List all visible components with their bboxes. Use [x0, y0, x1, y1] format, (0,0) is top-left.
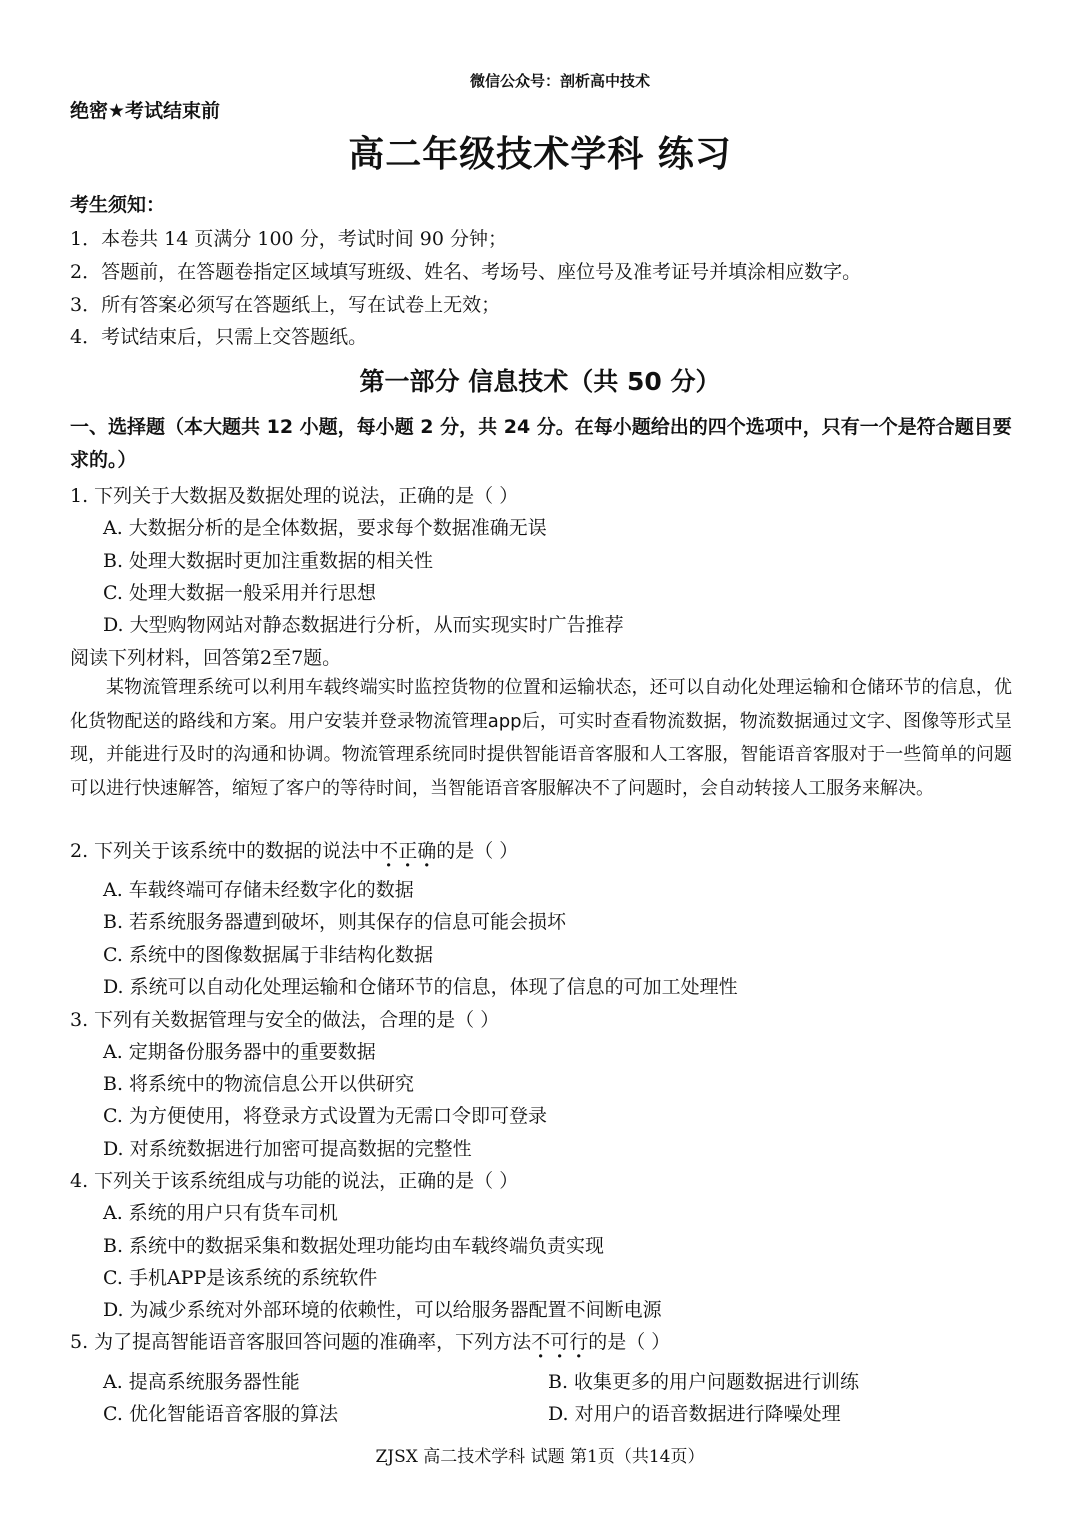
question-2-stem-end: 的是（ ） [436, 840, 519, 862]
question-5-option-d: D. 对用户的语音数据进行降噪处理 [548, 1403, 841, 1425]
confidential-label: 绝密★考试结束前 [70, 100, 221, 122]
question-3-option-a: A. 定期备份服务器中的重要数据 [103, 1041, 376, 1063]
question-5-option-a: A. 提高系统服务器性能 [103, 1371, 300, 1393]
question-2-stem-text: 2. 下列关于该系统中的数据的说法中 [70, 840, 380, 862]
question-4-option-a: A. 系统的用户只有货车司机 [103, 1202, 338, 1224]
watermark: 微信公众号：剖析高中技术 [470, 72, 651, 90]
question-2-option-d: D. 系统可以自动化处理运输和仓储环节的信息，体现了信息的可加工处理性 [103, 976, 738, 998]
emphasis-char: 确 [417, 840, 437, 862]
question-4-option-b: B. 系统中的数据采集和数据处理功能均由车载终端负责实现 [103, 1235, 605, 1257]
question-1-option-d: D. 大型购物网站对静态数据进行分析，从而实现实时广告推荐 [103, 614, 624, 636]
question-2-option-a: A. 车载终端可存储未经数字化的数据 [103, 879, 414, 901]
page-footer: ZJSX 高二技术学科 试题 第1页（共14页） [375, 1447, 705, 1467]
question-5-option-b: B. 收集更多的用户问题数据进行训练 [548, 1371, 860, 1393]
question-2-stem [70, 836, 518, 863]
emphasis-char: 行 [569, 1331, 589, 1353]
reading-intro: 阅读下列材料，回答第2至7题。 [70, 647, 342, 669]
question-1-option-b: B. 处理大数据时更加注重数据的相关性 [103, 550, 434, 572]
page-title: 高二年级技术学科 练习 [348, 133, 732, 175]
question-1-option-a: A. 大数据分析的是全体数据，要求每个数据准确无误 [103, 517, 547, 539]
notice-item: 3．所有答案必须写在答题纸上，写在试卷上无效； [70, 294, 501, 316]
emphasis-char: 不 [379, 840, 399, 862]
question-2-option-b: B. 若系统服务器遭到破坏，则其保存的信息可能会损坏 [103, 911, 567, 933]
notice-item: 4．考试结束后，只需上交答题纸。 [70, 326, 368, 348]
reading-passage: 某物流管理系统可以利用车载终端实时监控货物的位置和运输状态，还可以自动化处理运输和仓储环节的信息，优化货物配送的路线和方案。用户安装并登录物流管理app后，可实时查看物流数据，物流数据通过文字、图像等形式呈现，并能进行及时的沟通和协调。物流管理系统同时提供智能语音客服和人工客服，智能语音客服对于一些简单的问题可以进行快速解答，缩短了客户的等待时间，当智能语音客服解决不了问题时，会自动转接人工服务来解决。 [70, 677, 1012, 799]
question-4-stem: 4. 下列关于该系统组成与功能的说法，正确的是（ ） [70, 1170, 519, 1192]
question-1-option-c: C. 处理大数据一般采用并行思想 [103, 582, 376, 604]
question-1-stem: 1. 下列关于大数据及数据处理的说法，正确的是（ ） [70, 485, 519, 507]
notice-item: 1．本卷共 14 页满分 100 分，考试时间 90 分钟； [70, 228, 507, 250]
emphasis-char: 可 [550, 1331, 570, 1353]
question-3-option-c: C. 为方便使用，将登录方式设置为无需口令即可登录 [103, 1105, 547, 1127]
notice-item: 2．答题前，在答题卷指定区域填写班级、姓名、考场号、座位号及准考证号并填涂相应数字。 [70, 261, 862, 283]
question-5-stem-text: 5. 为了提高智能语音客服回答问题的准确率，下列方法 [70, 1331, 532, 1353]
notice-heading: 考生须知： [70, 194, 166, 216]
question-5-option-c: C. 优化智能语音客服的算法 [103, 1403, 338, 1425]
question-2-option-c: C. 系统中的图像数据属于非结构化数据 [103, 944, 433, 966]
question-5-stem-end: 的是（ ） [588, 1331, 671, 1353]
part-title: 第一部分 信息技术（共 50 分） [359, 367, 721, 396]
question-3-stem: 3. 下列有关数据管理与安全的做法，合理的是（ ） [70, 1009, 500, 1031]
emphasis-char: 正 [398, 840, 418, 862]
question-3-option-b: B. 将系统中的物流信息公开以供研究 [103, 1073, 415, 1095]
question-4-option-d: D. 为减少系统对外部环境的依赖性，可以给服务器配置不间断电源 [103, 1299, 662, 1321]
question-3-option-d: D. 对系统数据进行加密可提高数据的完整性 [103, 1138, 472, 1160]
emphasis-char: 不 [531, 1331, 551, 1353]
question-4-option-c: C. 手机APP是该系统的系统软件 [103, 1267, 378, 1289]
section-heading: 一、选择题（本大题共 12 小题，每小题 2 分，共 24 分。在每小题给出的四个选项中，只有一个是符合题目要求的。） [70, 416, 1012, 471]
question-5-stem [70, 1327, 670, 1354]
